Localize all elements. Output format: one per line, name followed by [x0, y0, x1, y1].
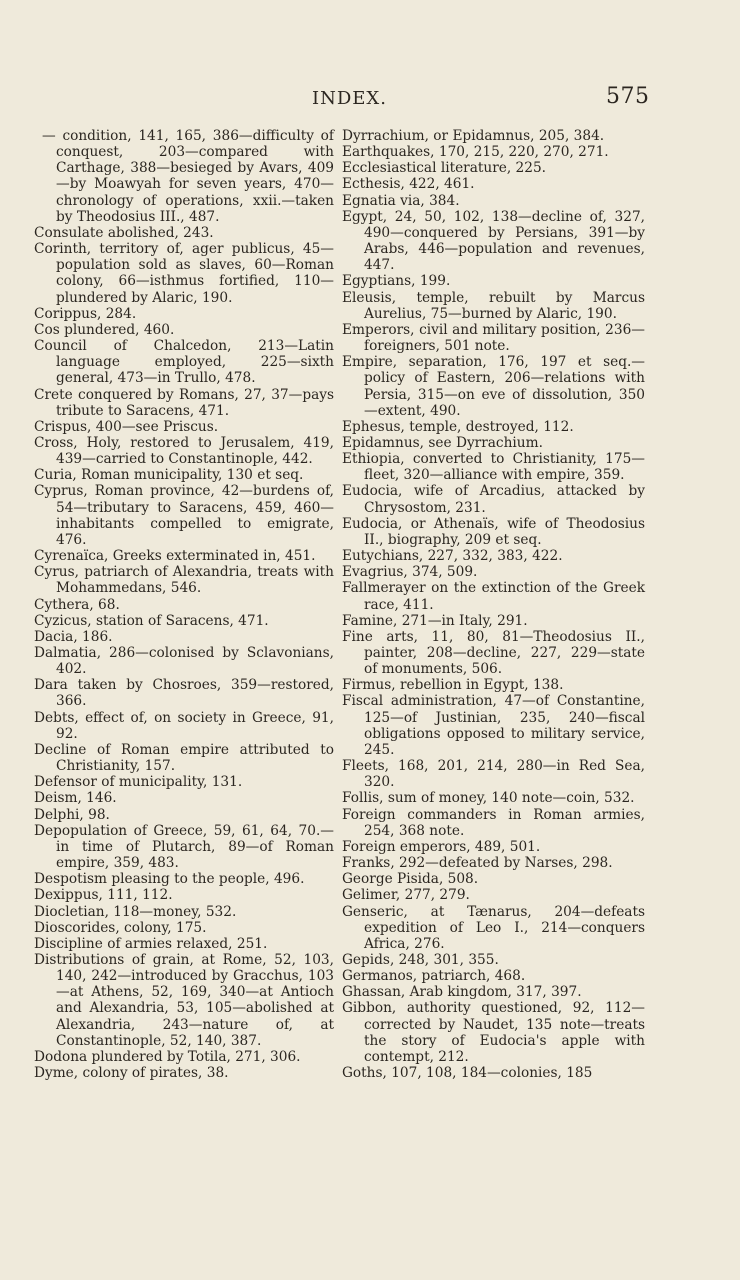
index-entry: Cyrus, patriarch of Alexandria, treats with Mohammedans, 546. — [34, 564, 334, 597]
index-entry: Goths, 107, 108, 184—colonies, 185 — [342, 1065, 593, 1082]
index-entry: Corinth, territory of, ager publicus, 45—population sold as slaves, 60—Roman colony, 66—isthmus fortified, 110—plundered by Alaric, 190. — [34, 241, 334, 306]
index-entry: Depopulation of Greece, 59, 61, 64, 70.—in time of Plutarch, 89—of Roman empire, 359, 483. — [34, 822, 334, 872]
page-title: INDEX. — [312, 88, 387, 109]
index-entry: Ephesus, temple, destroyed, 112. — [342, 418, 574, 435]
index-entry: Genseric, at Tænarus, 204—defeats expedition of Leo I., 214—conquers Africa, 276. — [342, 903, 645, 952]
index-entry: Diocletian, 118—money, 532. — [34, 903, 237, 920]
index-entry: Egypt, 24, 50, 102, 138—decline of, 327, 490—conquered by Persians, 391—by Arabs, 446—population and revenues, 447. — [342, 208, 645, 274]
page-number: 575 — [606, 84, 650, 109]
index-entry: Eudocia, or Athenaïs, wife of Theodosius II., biography, 209 et seq. — [342, 515, 645, 548]
index-entry: Eleusis, temple, rebuilt by Marcus Aurelius, 75—burned by Alaric, 190. — [342, 289, 645, 322]
index-entry: Dyrrachium, or Epidamnus, 205, 384. — [342, 128, 605, 144]
index-entry: Emperors, civil and military position, 236—foreigners, 501 note. — [342, 321, 645, 355]
index-entry: Foreign commanders in Roman armies, 254, 368 note. — [342, 806, 645, 839]
index-entry: Curia, Roman municipality, 130 et seq. — [34, 467, 304, 484]
index-entry: Cythera, 68. — [34, 596, 120, 613]
index-entry: Dexippus, 111, 112. — [34, 887, 173, 904]
index-entry: Empire, separation, 176, 197 et seq.—policy of Eastern, 206—relations with Persia, 315—on eve of dissolution, 350—extent, 490. — [342, 354, 645, 419]
index-entry: Dacia, 186. — [34, 628, 113, 645]
index-entry: Ecthesis, 422, 461. — [342, 176, 475, 193]
index-entry: George Pisida, 508. — [342, 871, 479, 888]
index-entry: Consulate abolished, 243. — [34, 224, 214, 241]
index-entry: Egnatia via, 384. — [342, 192, 460, 209]
index-column-right — [342, 128, 645, 1081]
index-entry: Crete conquered by Romans, 27, 37—pays tribute to Saracens, 471. — [34, 386, 334, 419]
index-entry: Cyzicus, station of Saracens, 471. — [34, 612, 269, 629]
index-entry: Earthquakes, 170, 215, 220, 270, 271. — [342, 144, 609, 161]
index-entry: Ecclesiastical literature, 225. — [342, 160, 547, 177]
index-entry: Dara taken by Chosroes, 359—restored, 366. — [34, 677, 334, 710]
index-entry: Dodona plundered by Totila, 271, 306. — [34, 1048, 301, 1065]
page-header — [0, 84, 740, 114]
index-entry: Dioscorides, colony, 175. — [34, 919, 207, 936]
index-column-left — [34, 128, 334, 1081]
index-entry: Fallmerayer on the extinction of the Greek race, 411. — [342, 580, 645, 613]
index-entry: Cyrenaïca, Greeks exterminated in, 451. — [34, 548, 316, 565]
index-entry: Debts, effect of, on society in Greece, 91, 92. — [34, 709, 334, 742]
index-entry: Corippus, 284. — [34, 305, 137, 322]
index-entry: Discipline of armies relaxed, 251. — [34, 935, 268, 952]
index-entry: Egyptians, 199. — [342, 273, 451, 290]
index-entry: Delphi, 98. — [34, 806, 110, 823]
index-entry: Council of Chalcedon, 213—Latin language employed, 225—sixth general, 473—in Trullo, 478. — [34, 338, 334, 387]
index-entry: Epidamnus, see Dyrrachium. — [342, 434, 543, 451]
index-entry: Ghassan, Arab kingdom, 317, 397. — [342, 984, 582, 1001]
index-entry: Gibbon, authority questioned, 92, 112—corrected by Naudet, 135 note—treats the story of Eudocia's apple with contempt, 212. — [342, 1000, 645, 1065]
index-entry: Cyprus, Roman province, 42—burdens of, 54—tributary to Saracens, 459, 460—inhabitants compelled to emigrate, 476. — [34, 483, 334, 548]
index-entry: Famine, 271—in Italy, 291. — [342, 612, 528, 629]
index-entry: Eutychians, 227, 332, 383, 422. — [342, 548, 563, 565]
index-entry: Crispus, 400—see Priscus. — [34, 418, 219, 435]
index-entry: Decline of Roman empire attributed to Christianity, 157. — [34, 741, 334, 775]
index-entry: Firmus, rebellion in Egypt, 138. — [342, 677, 564, 694]
index-entry: Fiscal administration, 47—of Constantine, 125—of Justinian, 235, 240—fiscal obligations opposed to military service, 245. — [342, 693, 645, 758]
index-entry: Gelimer, 277, 279. — [342, 887, 470, 904]
index-entry: Deism, 146. — [34, 790, 117, 807]
index-entry: Evagrius, 374, 509. — [342, 564, 478, 581]
index-entry: — condition, 141, 165, 386—difficulty of conquest, 203—compared with Carthage, 388—besieged by Avars, 409—by Moawyah for seven years, 470—chronology of operations, xxii.—taken by Theodosius III., 487. — [42, 128, 334, 225]
index-entry: Eudocia, wife of Arcadius, attacked by Chrysostom, 231. — [342, 483, 645, 516]
index-entry: Cos plundered, 460. — [34, 321, 175, 338]
index-entry: Cross, Holy, restored to Jerusalem, 419, 439—carried to Constantinople, 442. — [34, 434, 334, 468]
index-entry: Defensor of municipality, 131. — [34, 774, 243, 791]
index-entry: Despotism pleasing to the people, 496. — [34, 871, 305, 888]
index-entry: Ethiopia, converted to Christianity, 175—fleet, 320—alliance with empire, 359. — [342, 451, 645, 484]
index-entry: Follis, sum of money, 140 note—coin, 532. — [342, 790, 635, 807]
index-entry: Germanos, patriarch, 468. — [342, 968, 526, 985]
index-entry: Gepids, 248, 301, 355. — [342, 951, 499, 968]
index-entry: Foreign emperors, 489, 501. — [342, 838, 541, 855]
index-entry: Distributions of grain, at Rome, 52, 103, 140, 242—introduced by Gracchus, 103—at Athens, 52, 169, 340—at Antioch and Alexandria, 53, 105—abolished at Alexandria, 243—nature of, at Constantinople, 52, 140, 387. — [34, 951, 334, 1049]
index-entry: Fleets, 168, 201, 214, 280—in Red Sea, 320. — [342, 758, 645, 791]
index-entry: Dyme, colony of pirates, 38. — [34, 1065, 229, 1082]
index-entry: Dalmatia, 286—colonised by Sclavonians, 402. — [34, 645, 334, 678]
index-entry: Franks, 292—defeated by Narses, 298. — [342, 855, 613, 872]
index-entry: Fine arts, 11, 80, 81—Theodosius II., painter, 208—decline, 227, 229—state of monuments, 506. — [342, 628, 645, 678]
